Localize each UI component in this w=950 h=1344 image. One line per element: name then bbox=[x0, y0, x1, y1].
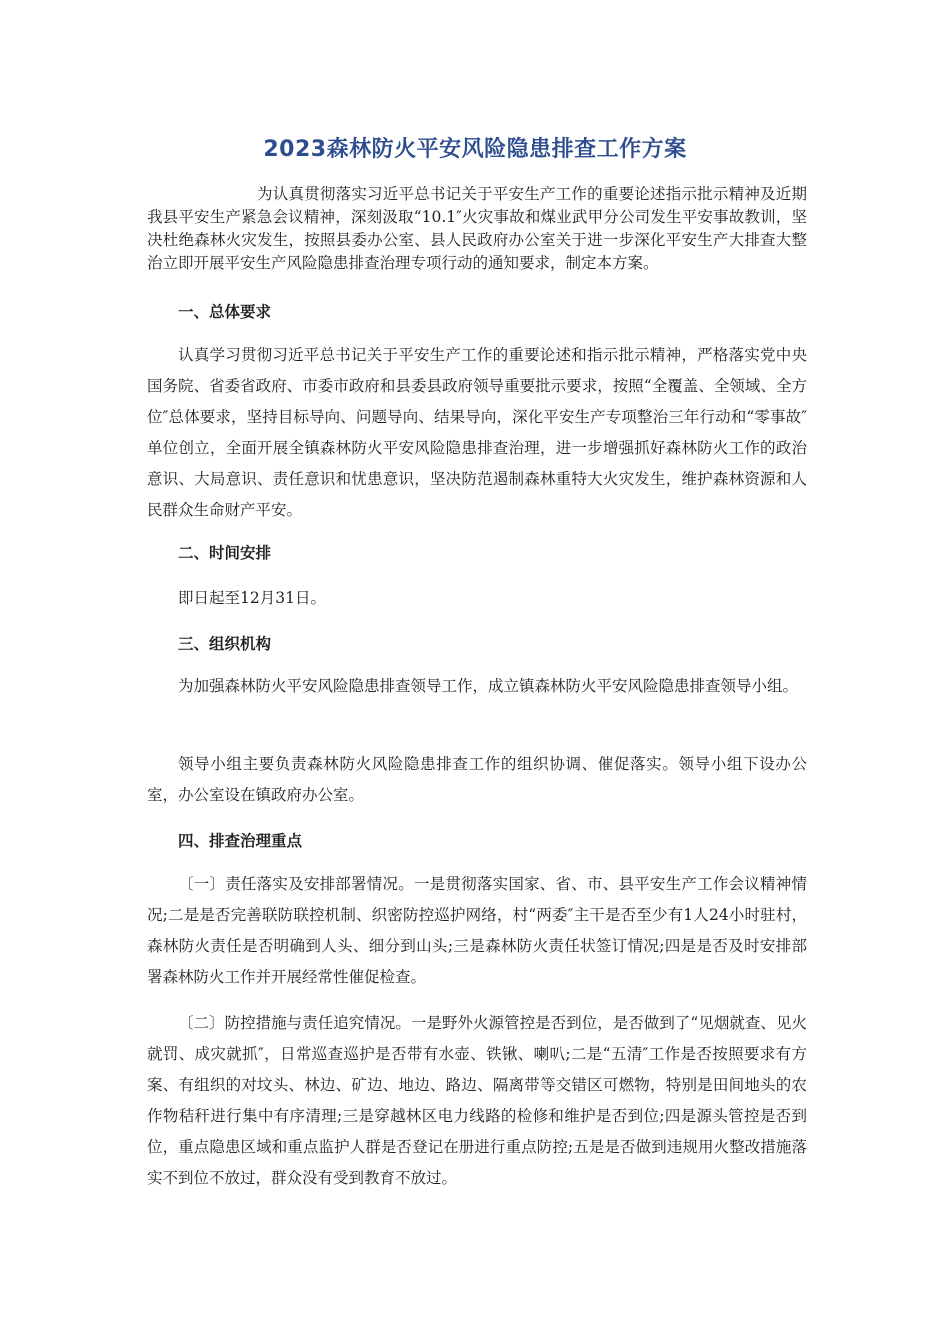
section-heading-schedule: 二、时间安排 bbox=[178, 544, 272, 562]
section-paragraph: 即日起至12月31日。 bbox=[178, 589, 326, 607]
intro-paragraph: 为认真贯彻落实习近平总书记关于平安生产工作的重要论述指示批示精神及近期我县平安生产紧急会议精神，深刻汲取“10.1″火灾事故和煤业武甲分公司发生平安事故教训，坚决杜绝森林火灾发生，按照县委办公室、县人民政府办公室关于进一步深化平安生产大排查大整治立即开展平安生产风险隐患排查治理专项行动的通知要求，制定本方案。 bbox=[147, 185, 807, 272]
section-paragraph: 领导小组主要负责森林防火风险隐患排查工作的组织协调、催促落实。领导小组下设办公室，办公室设在镇政府办公室。 bbox=[147, 755, 807, 804]
section-paragraph: 为加强森林防火平安风险隐患排查领导工作，成立镇森林防火平安风险隐患排查领导小组。 bbox=[178, 677, 799, 695]
section-paragraph: 〔一〕责任落实及安排部署情况。一是贯彻落实国家、省、市、县平安生产工作会议精神情况;二是是否完善联防联控机制、织密防控巡护网络，村“两委″主干是否至少有1人24小时驻村，森林防火责任是否明确到人头、细分到山头;三是森林防火责任状签订情况;四是是否及时安排部署森林防火工作并开展经常性催促检查。 bbox=[147, 875, 807, 986]
section-heading-overall: 一、总体要求 bbox=[178, 303, 272, 321]
section-heading-key-points: 四、排查治理重点 bbox=[178, 832, 303, 850]
section-paragraph: 认真学习贯彻习近平总书记关于平安生产工作的重要论述和指示批示精神，严格落实党中央国务院、省委省政府、市委市政府和县委县政府领导重要批示要求，按照“全覆盖、全领域、全方位″总体要求，坚持目标导向、问题导向、结果导向，深化平安生产专项整治三年行动和“零事故″单位创立，全面开展全镇森林防火平安风险隐患排查治理，进一步增强抓好森林防火工作的政治意识、大局意识、责任意识和忧患意识，坚决防范遏制森林重特大火灾发生，维护森林资源和人民群众生命财产平安。 bbox=[147, 346, 807, 519]
document-title: 2023森林防火平安风险隐患排查工作方案 bbox=[263, 137, 687, 162]
section-heading-organization: 三、组织机构 bbox=[178, 635, 272, 653]
section-paragraph: 〔二〕防控措施与责任追究情况。一是野外火源管控是否到位，是否做到了“见烟就查、见火就罚、成灾就抓″，日常巡查巡护是否带有水壶、铁锹、喇叭;二是“五清″工作是否按照要求有方案、有组织的对坟头、林边、矿边、地边、路边、隔离带等交错区可燃物，特别是田间地头的农作物秸秆进行集中有序清理;三是穿越林区电力线路的检修和维护是否到位;四是源头管控是否到位，重点隐患区域和重点监护人群是否登记在册进行重点防控;五是是否做到违规用火整改措施落实不到位不放过，群众没有受到教育不放过。 bbox=[147, 1014, 807, 1187]
